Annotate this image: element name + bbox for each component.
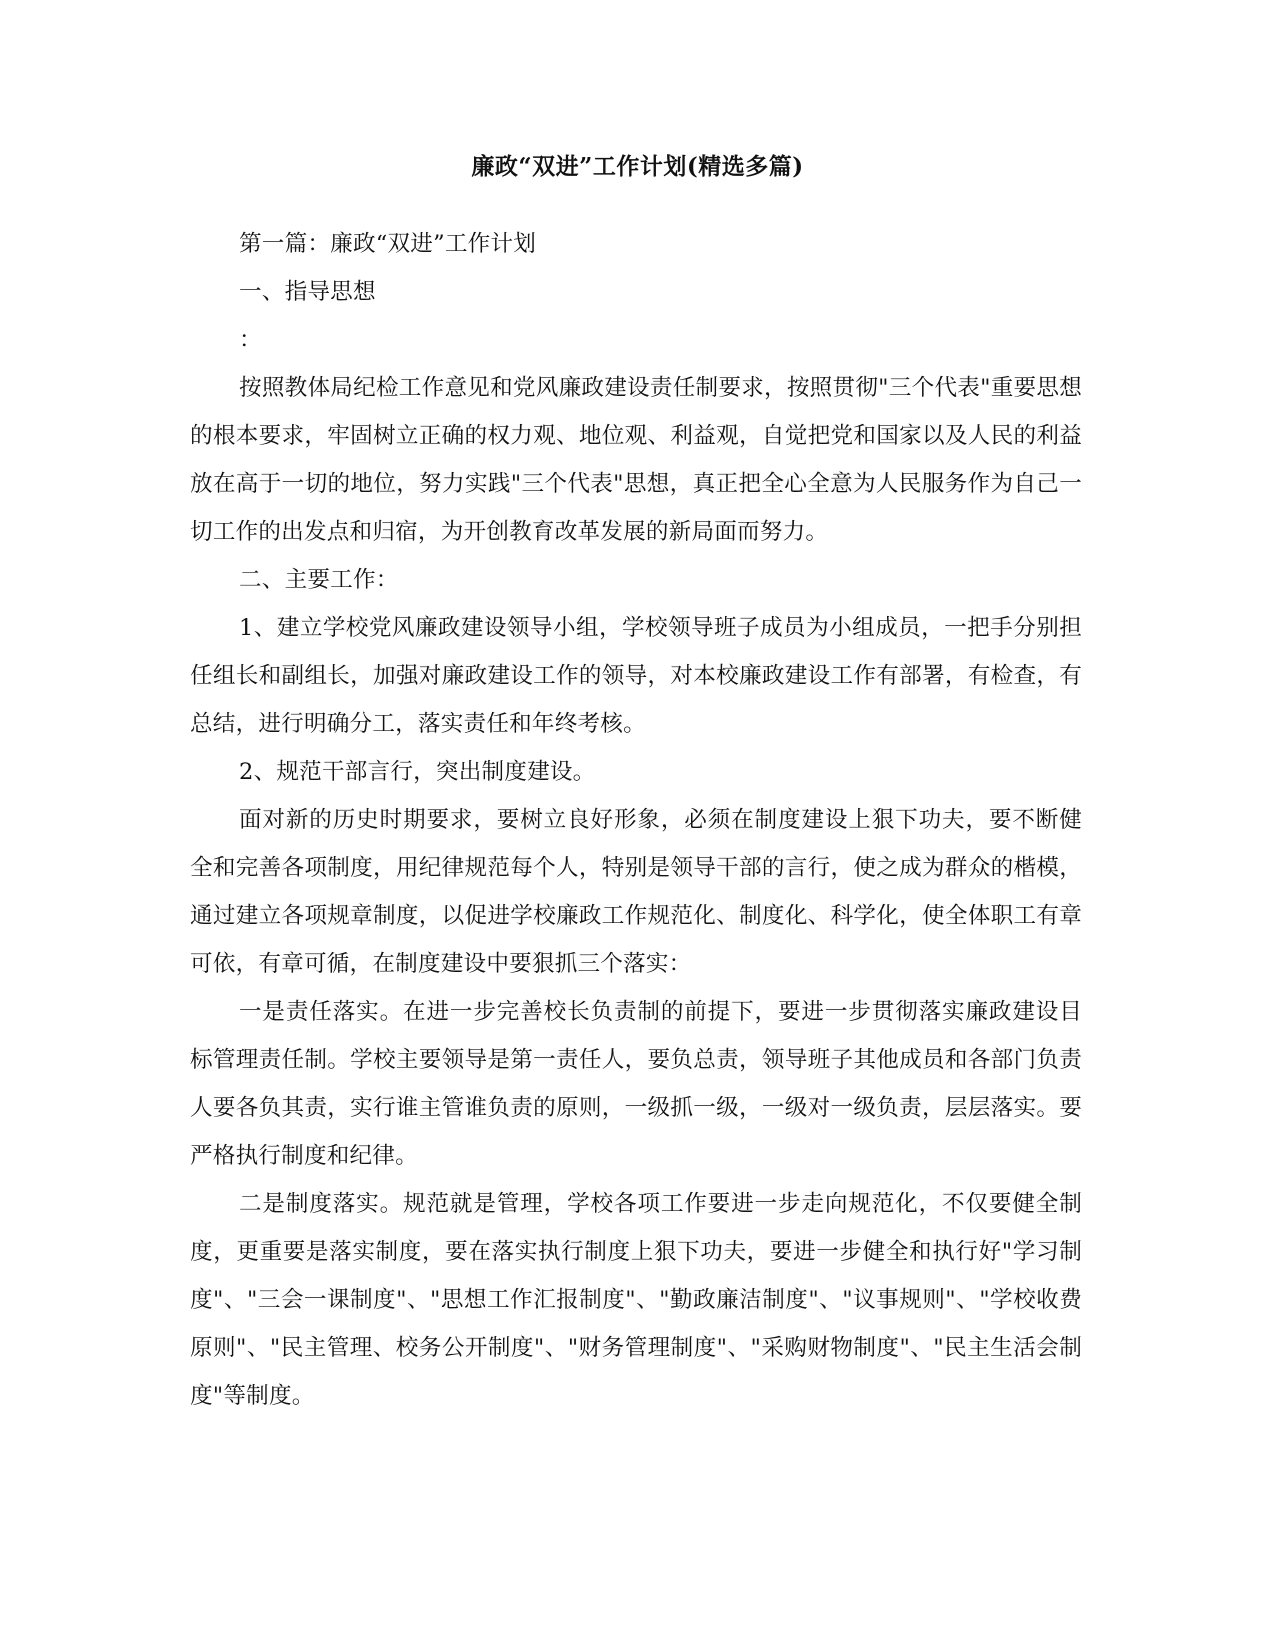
paragraph-system-implementation: 二是制度落实。规范就是管理，学校各项工作要进一步走向规范化，不仅要健全制度，更重要是落实制度，要在落实执行制度上狠下功夫，要进一步健全和执行好"学习制度"、"三会一课制度"、"思想工作汇报制度"、"勤政廉洁制度"、"议事规则"、"学校收费原则"、"民主管理、校务公开制度"、"财务管理制度"、"采购财物制度"、"民主生活会制度"等制度。	[190, 1191, 1082, 1409]
paragraph-guiding-ideology: 按照教体局纪检工作意见和党风廉政建设责任制要求，按照贯彻"三个代表"重要思想的根本要求，牢固树立正确的权力观、地位观、利益观，自觉把党和国家以及人民的利益放在高于一切的地位，努力实践"三个代表"思想，真正把全心全意为人民服务作为自己一切工作的出发点和归宿，为开创教育改革发展的新局面而努力。	[190, 375, 1082, 545]
document-body	[190, 220, 1082, 1420]
paragraph-item-2: 2、规范干部言行，突出制度建设。	[239, 759, 596, 785]
colon-line: ：	[239, 327, 262, 353]
document-title: 廉政“双进”工作计划(精选多篇)	[471, 153, 804, 180]
paragraph-item-1: 1、建立学校党风廉政建设领导小组，学校领导班子成员为小组成员，一把手分别担任组长和副组长，加强对廉政建设工作的领导，对本校廉政建设工作有部署，有检查，有总结，进行明确分工，落实责任和年终考核。	[190, 615, 1082, 737]
paragraph-responsibility: 一是责任落实。在进一步完善校长负责制的前提下，要进一步贯彻落实廉政建设目标管理责任制。学校主要领导是第一责任人，要负总责，领导班子其他成员和各部门负责人要各负其责，实行谁主管谁负责的原则，一级抓一级，一级对一级负责，层层落实。要严格执行制度和纪律。	[190, 999, 1082, 1169]
section-heading-part-one: 第一篇：廉政“双进”工作计划	[239, 231, 537, 257]
section-heading-main-work: 二、主要工作：	[239, 567, 399, 593]
section-heading-guiding-ideology: 一、指导思想	[239, 279, 376, 305]
paragraph-system-building: 面对新的历史时期要求，要树立良好形象，必须在制度建设上狠下功夫，要不断健全和完善各项制度，用纪律规范每个人，特别是领导干部的言行，使之成为群众的楷模，通过建立各项规章制度，以促进学校廉政工作规范化、制度化、科学化，使全体职工有章可依，有章可循，在制度建设中要狠抓三个落实：	[190, 807, 1082, 977]
